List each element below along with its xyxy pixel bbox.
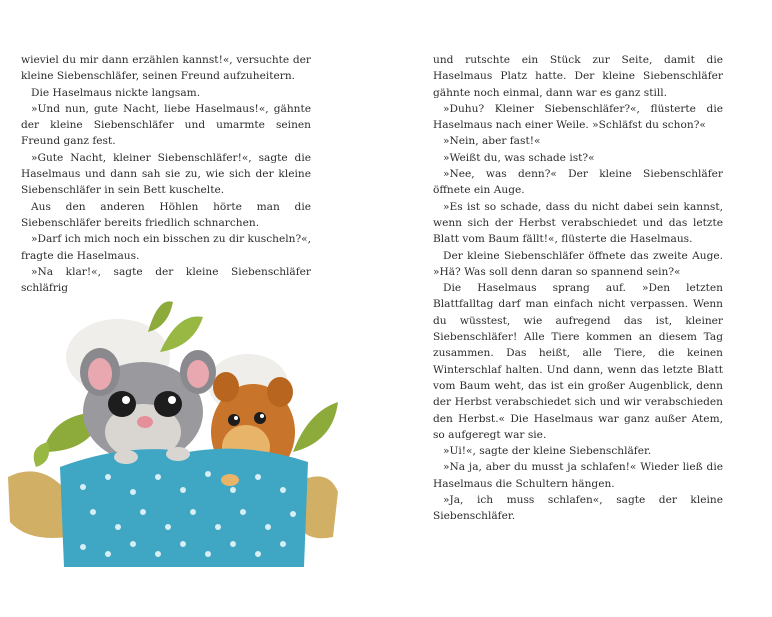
paragraph: Die Haselmaus sprang auf. »Den letzten Blattfalltag darf man einfach nicht verpassen. Wenn du wüsstest, wie aufregend das ist, kleiner Siebenschläfer! Alle Tiere kommen an diesem Tag zusammen. Das heißt, alle Tiere, die keinen Winterschlaf halten. Und dann, wenn das letzte Blatt vom Baum weht, das ist ein großer Augenblick, denn der Herbst verabschiedet sich und wir verabschieden den Herbst.« Die Haselmaus war ganz außer Atem, so aufgeregt war sie. bbox=[433, 282, 723, 441]
paragraph: Der kleine Siebenschläfer öffnete das zweite Auge. »Hä? Was soll denn daran so spannend sein?« bbox=[433, 249, 723, 278]
paragraph: »Na ja, aber du musst ja schlafen!« Wieder ließ die Haselmaus die Schultern hängen. bbox=[433, 461, 723, 490]
paragraph: »Na klar!«, sagte der kleine Siebenschläfer schläfrig bbox=[21, 265, 311, 295]
paragraph: Die Haselmaus nickte langsam. bbox=[31, 86, 201, 99]
paragraph: »Ja, ich muss schlafen«, sagte der kleine Siebenschläfer. bbox=[433, 494, 723, 523]
dormouse-and-hazelmouse-illustration bbox=[8, 292, 340, 567]
paragraph: »Darf ich mich noch ein bisschen zu dir kuscheln?«, fragte die Haselmaus. bbox=[21, 233, 311, 262]
dormouse-character bbox=[80, 348, 216, 462]
paragraph: wieviel du mir dann erzählen kannst!«, versuchte der kleine Siebenschläfer, seinen Freund aufzuheitern. bbox=[21, 54, 311, 83]
paragraph: »Nee, was denn?« Der kleine Siebenschläfer öffnete ein Auge. bbox=[433, 168, 723, 197]
paragraph: »Und nun, gute Nacht, liebe Haselmaus!«, gähnte der kleine Siebenschläfer und umarmte seinen Freund ganz fest. bbox=[21, 102, 311, 148]
paragraph: »Es ist so schade, dass du nicht dabei sein kannst, wenn sich der Herbst verabschiedet und das letzte Blatt vom Baum fällt!«, flüsterte die Haselmaus. bbox=[433, 200, 723, 246]
left-text-column bbox=[21, 52, 311, 296]
right-text-column bbox=[433, 52, 723, 525]
paragraph: Aus den anderen Höhlen hörte man die Siebenschläfer bereits friedlich schnarchen. bbox=[21, 200, 311, 229]
paragraph: und rutschte ein Stück zur Seite, damit die Haselmaus Platz hatte. Der kleine Siebenschläfer gähnte noch einmal, dann war es ganz still. bbox=[433, 54, 723, 99]
paragraph: »Ui!«, sagte der kleine Siebenschläfer. bbox=[443, 445, 652, 458]
paragraph: »Nein, aber fast!« bbox=[443, 135, 541, 148]
paragraph: »Gute Nacht, kleiner Siebenschläfer!«, sagte die Haselmaus und dann sah sie zu, wie sich der kleine Siebenschläfer in sein Bett kuschelte. bbox=[21, 151, 311, 197]
blanket bbox=[60, 449, 308, 567]
paragraph: »Duhu? Kleiner Siebenschläfer?«, flüsterte die Haselmaus nach einer Weile. »Schläfst du schon?« bbox=[433, 102, 723, 132]
paragraph: »Weißt du, was schade ist?« bbox=[443, 151, 595, 164]
